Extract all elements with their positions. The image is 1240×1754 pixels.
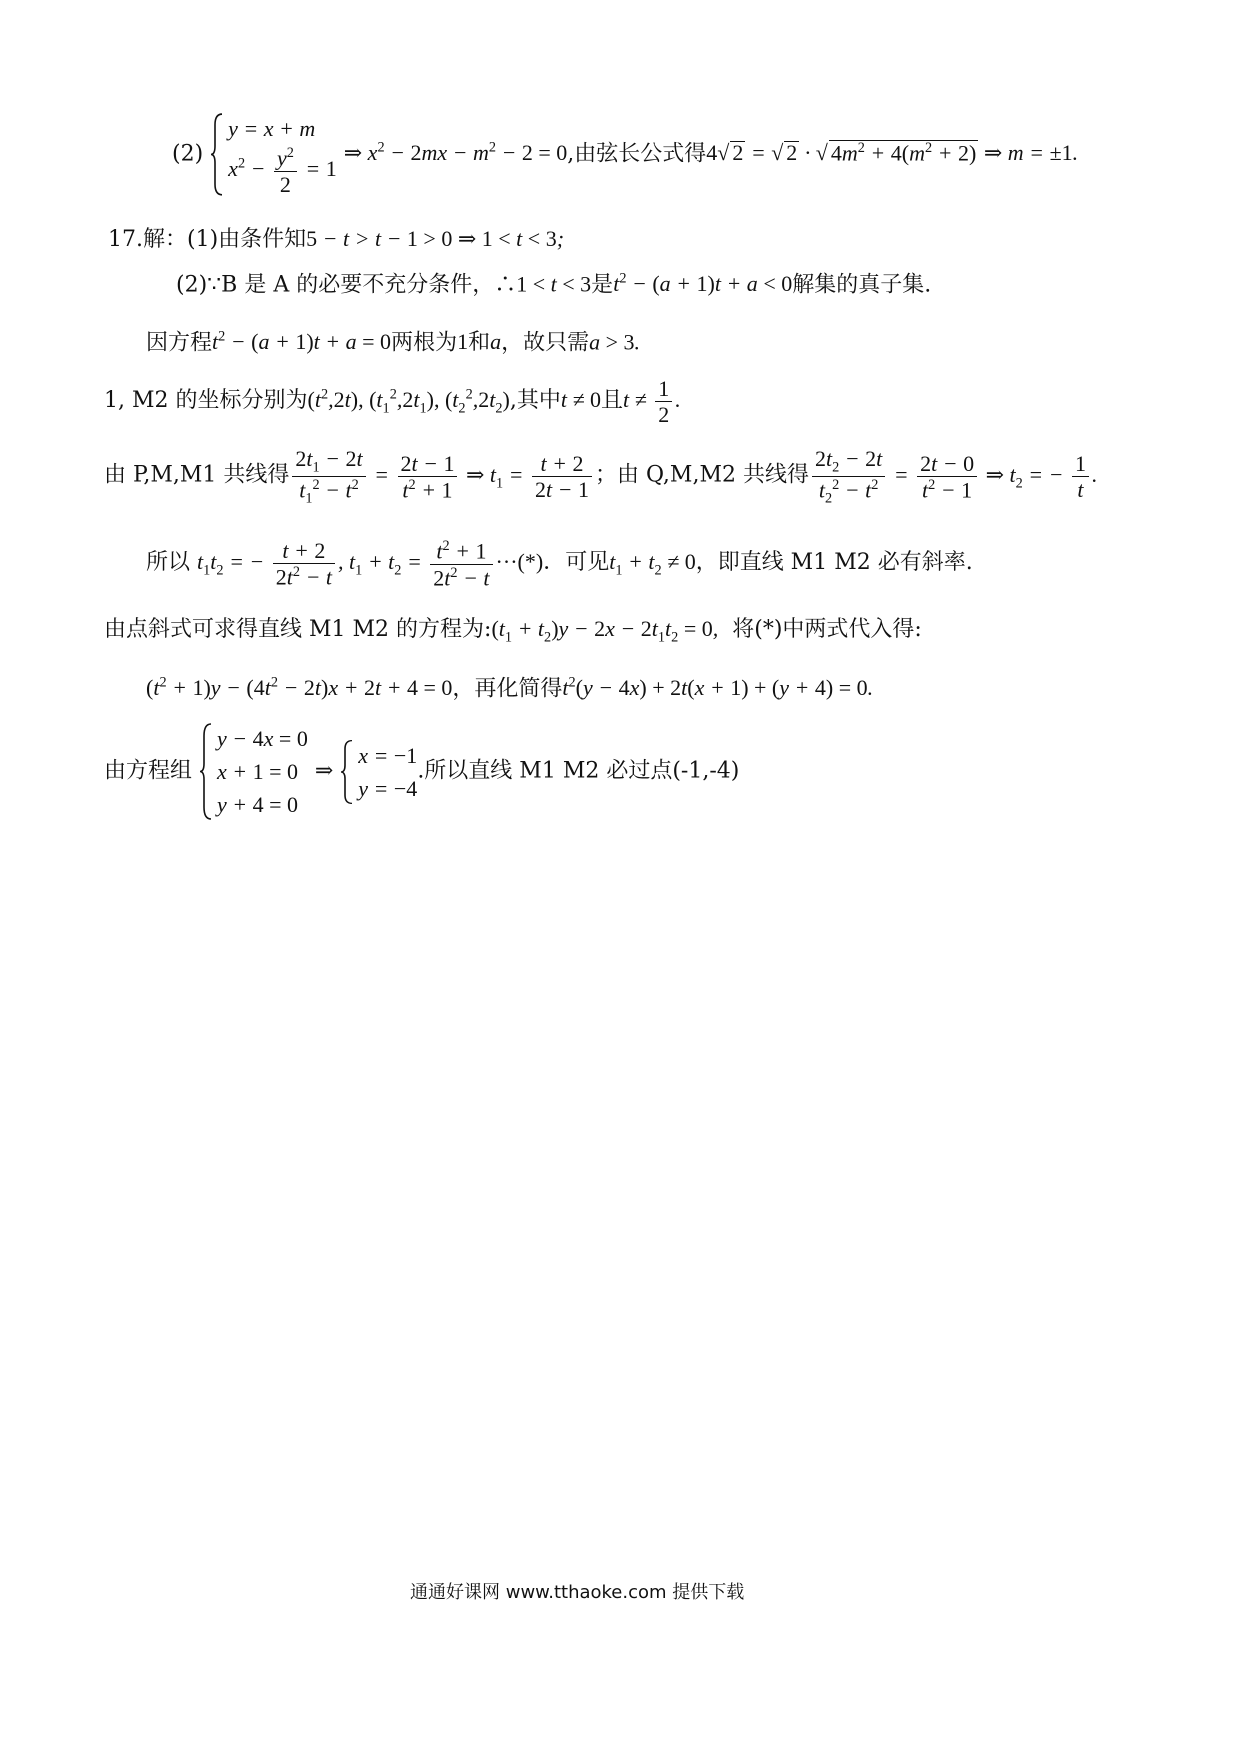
eq-sys-2: x + 1 = 0 <box>217 759 299 784</box>
sol17-l2-text-a: (2)∵B 是 A 的必要不充分条件，∴ <box>176 272 517 298</box>
eq-sys-1: y − 4x = 0 <box>217 726 308 751</box>
chord-text: ,由弦长公式得 <box>567 141 707 167</box>
collinear-line <box>104 446 1097 507</box>
eq-sol-x: x = −1 <box>358 742 418 768</box>
line-eq-text-a: 由点斜式可求得直线 M1 M2 的方程为: <box>104 617 492 642</box>
left-brace-icon <box>210 112 224 197</box>
coord-text-b: ,其中 <box>509 387 561 413</box>
system-three <box>199 722 308 821</box>
eq-t2: $\frac{2t_2 - 2t}{t_2^2 - t^2}$ = $\frac{2t - 0}{t^2 - 1}$ ⇒ $t_2$ = − $\frac{1}{t}$ . <box>809 462 1098 487</box>
sol17-l2-text-c: 解集的真子集. <box>792 272 932 298</box>
so-line <box>146 538 973 590</box>
eq-line-m1m2: $(t_1 + t_2)y - 2x - 2t_1t_2 = 0$, <box>491 616 719 646</box>
coord-text-a: 1, M2 的坐标分别为 <box>104 387 308 413</box>
system-solution <box>340 739 417 805</box>
eq-t-condition: t ≠ 0且t ≠ $\frac{1}{2}$ . <box>560 376 681 428</box>
system-hyperbola <box>210 112 337 197</box>
eq-t-inequality: $t^2 - (a + 1)t + a < 0$ <box>613 271 793 297</box>
simplify-text: ，再化简得 <box>452 676 563 702</box>
left-brace-icon <box>199 722 213 821</box>
sol17-line3 <box>146 330 640 354</box>
substituted-line <box>146 676 873 700</box>
system-text-a: 由方程组 <box>104 758 193 784</box>
so-text-a: 所以 <box>146 550 191 576</box>
eq-substituted: $(t^2 + 1)y - (4t^2 - 2t)x + 2t + 4 = 0$ <box>146 675 453 701</box>
sol17-l3-text-a: 因方程 <box>146 330 213 356</box>
system-text-b: .所以直线 M1 M2 必过点(-1,-4) <box>417 758 740 784</box>
footer: 通通好课网 www.tthaoke.com 提供下载 <box>410 1582 745 1603</box>
part2-label: (2) <box>172 141 204 167</box>
so-text-b: ．可见 <box>543 550 610 576</box>
eq-line: y = x + m <box>228 116 316 141</box>
eq-sys-3: y + 4 = 0 <box>217 792 299 817</box>
eq-chord: 4√ 2 = √ 2 · √ $4m^2 + 4(m^2 + 2)$ ⇒ m = ±1. <box>706 140 1079 166</box>
left-brace-icon <box>340 739 354 805</box>
part2-line <box>172 112 1078 197</box>
eq-sum-nonzero: $t_1 + t_2 \ne 0$ <box>609 549 696 579</box>
eq-roots: 1和a <box>457 329 502 356</box>
collinear-text-b: ；由 Q,M,M2 共线得 <box>595 462 809 488</box>
sol17-line2 <box>176 272 931 296</box>
so-text-c: ，即直线 M1 M2 必有斜率. <box>695 550 973 576</box>
eq-range-t: 5 − t > t − 1 > 0 ⇒ 1 < t < 3; <box>306 226 565 251</box>
collinear-text-a: 由 P,M,M1 共线得 <box>104 462 290 488</box>
line-eq-line <box>104 618 922 645</box>
eq-sol-y: y = −4 <box>358 775 418 801</box>
line-eq-text-b: 将(*)中两式代入得: <box>732 617 922 642</box>
eq-t1: $\frac{2t_1 - 2t}{t_1^2 - t^2}$ = $\frac{2t - 1}{t^2 + 1}$ ⇒ $t_1$ = $\frac{t + 2}{2t - 1}$ <box>289 462 595 487</box>
system-line: 由方程组 y − 4x = 0 x + 1 = 0 y + 4 = 0 ⇒ x = −1 y = −4 .所以直线 M1 M2 必过点(-1,-4) <box>104 722 739 821</box>
eq-simplified: $t^2(y - 4x) + 2t(x + 1) + (y + 4) = 0$. <box>562 675 874 701</box>
sol17-l2-text-b: 是 <box>591 272 614 298</box>
coord-line <box>104 376 681 428</box>
sol17-line1 <box>108 228 564 251</box>
eq-t-interval: 1 < t < 3 <box>516 271 592 297</box>
eq-coords: $(t^2,2t)$, $(t_1^2,2t_1)$, $(t_2^2,2t_2)$ <box>307 386 510 417</box>
eq-quadratic: ⇒ $x^2 - 2mx - m^2 - 2 = 0$ <box>343 140 568 166</box>
eq-a-condition: a > 3. <box>589 329 641 355</box>
sol17-l3-text-b: 两根为 <box>391 330 458 356</box>
eq-hyperbola: $x^2$ − $\frac{y^2}{2}$ = 1 <box>228 145 337 197</box>
eq-t-equation: $t^2 - (a + 1)t + a = 0$ <box>212 329 392 355</box>
sol17-l3-text-c: ，故只需 <box>501 330 590 356</box>
sol17-head: 17.解：(1)由条件知 <box>108 227 307 252</box>
eq-product-sum: $t_1t_2$ = − $\frac{t + 2}{2t^2 - t}$ , $t_1 + t_2$ = $\frac{t^2 + 1}{2t^2 - t}$ ···(*) <box>197 538 544 590</box>
